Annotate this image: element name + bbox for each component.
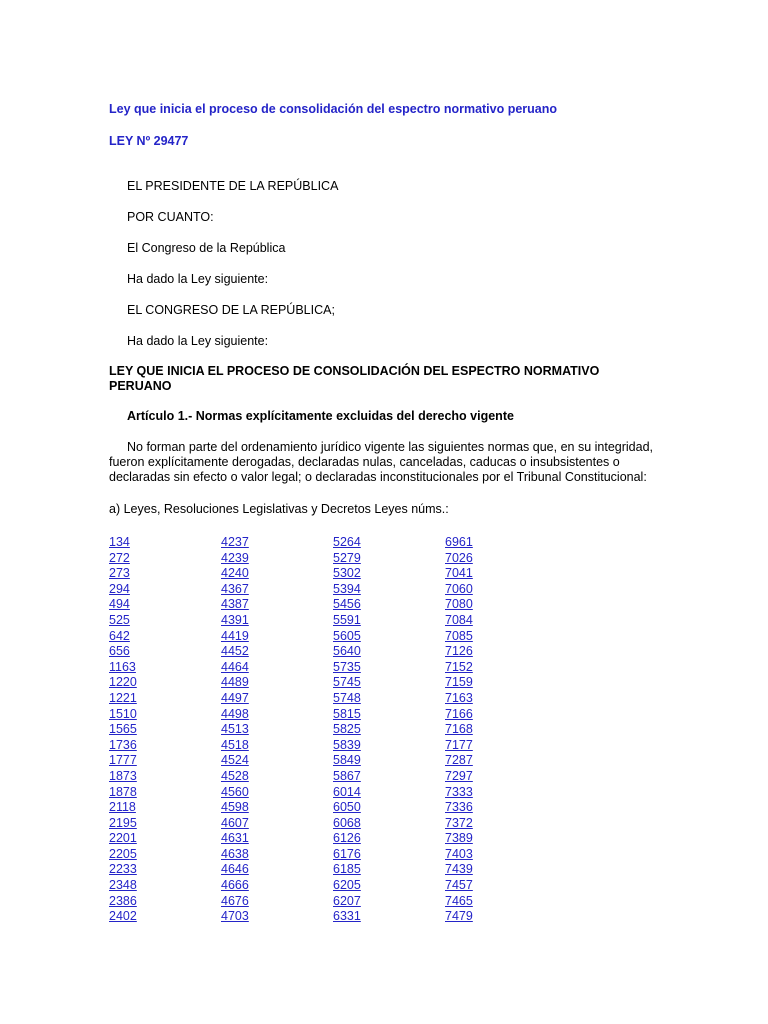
law-number-link[interactable]: 5605 [333,628,361,643]
law-number-link[interactable]: 7152 [445,659,473,674]
preamble-line: POR CUANTO: [127,210,214,224]
law-number-link[interactable]: 7333 [445,784,473,799]
law-number-link[interactable]: 7336 [445,800,473,815]
law-number-link[interactable]: 7465 [445,893,473,908]
preamble-line: EL PRESIDENTE DE LA REPÚBLICA [127,179,339,193]
law-number-link[interactable]: 6207 [333,893,361,908]
law-number-link[interactable]: 5735 [333,659,361,674]
law-number-link[interactable]: 4518 [221,737,249,752]
law-number-link[interactable]: 4598 [221,800,249,815]
law-number-link[interactable]: 642 [109,628,130,643]
law-number-link[interactable]: 2386 [109,893,137,908]
law-number-link[interactable]: 5279 [333,550,361,565]
law-number-link[interactable]: 6331 [333,909,361,924]
law-number-link[interactable]: 4638 [221,846,249,861]
law-number-link[interactable]: 6205 [333,878,361,893]
law-number-link[interactable]: 2201 [109,831,137,846]
law-number-link[interactable]: 4646 [221,862,249,877]
law-number-link[interactable]: 7084 [445,612,473,627]
law-number-link[interactable]: 4387 [221,597,249,612]
law-number-link[interactable]: 5748 [333,690,361,705]
law-number-link[interactable]: 7389 [445,831,473,846]
law-number-link[interactable]: 2205 [109,846,137,861]
law-number-link[interactable]: 7439 [445,862,473,877]
law-number-link[interactable]: 1221 [109,690,137,705]
law-number-link[interactable]: 4676 [221,893,249,908]
list-intro: a) Leyes, Resoluciones Legislativas y Decretos Leyes núms.: [109,502,449,516]
law-number-link[interactable]: 1220 [109,675,137,690]
law-number-link[interactable]: 1878 [109,784,137,799]
law-number-link[interactable]: 7041 [445,566,473,581]
law-number-link[interactable]: 2402 [109,909,137,924]
law-number: LEY Nº 29477 [109,134,189,148]
law-number-link[interactable]: 6014 [333,784,361,799]
law-number-link[interactable]: 5640 [333,644,361,659]
preamble-line: El Congreso de la República [127,241,286,255]
law-number-link[interactable]: 4452 [221,644,249,659]
law-number-link[interactable]: 272 [109,550,130,565]
law-number-link[interactable]: 5849 [333,753,361,768]
law-number-link[interactable]: 6068 [333,815,361,830]
law-number-grid [109,535,669,925]
law-number-link[interactable]: 4528 [221,768,249,783]
law-number-link[interactable]: 4498 [221,706,249,721]
law-number-link[interactable]: 4367 [221,581,249,596]
law-number-link[interactable]: 4703 [221,909,249,924]
law-number-link[interactable]: 4240 [221,566,249,581]
law-number-link[interactable]: 7177 [445,737,473,752]
law-number-link[interactable]: 5839 [333,737,361,752]
document-title: Ley que inicia el proceso de consolidación del espectro normativo peruano [109,102,558,116]
law-number-link[interactable]: 4666 [221,878,249,893]
law-number-link[interactable]: 5394 [333,581,361,596]
preamble-line: Ha dado la Ley siguiente: [127,272,269,286]
law-number-link[interactable]: 4560 [221,784,249,799]
law-number-link[interactable]: 4464 [221,659,249,674]
law-number-link[interactable]: 525 [109,612,130,627]
law-number-link[interactable]: 4391 [221,612,249,627]
law-number-link[interactable]: 494 [109,597,130,612]
law-number-link[interactable]: 4239 [221,550,249,565]
law-number-link[interactable]: 6961 [445,535,473,549]
law-number-link[interactable]: 7060 [445,581,473,596]
law-number-link[interactable]: 4631 [221,831,249,846]
law-number-link[interactable]: 5456 [333,597,361,612]
law-number-link[interactable]: 7372 [445,815,473,830]
law-number-link[interactable]: 273 [109,566,130,581]
law-number-link[interactable]: 4489 [221,675,249,690]
law-number-link[interactable]: 656 [109,644,130,659]
law-number-link[interactable]: 2233 [109,862,137,877]
law-heading: LEY QUE INICIA EL PROCESO DE CONSOLIDACIÓN DEL ESPECTRO NORMATIVO PERUANO [109,364,600,393]
law-number-link[interactable]: 1163 [109,659,136,674]
law-number-link[interactable]: 4497 [221,690,249,705]
law-number-link[interactable]: 7287 [445,753,473,768]
law-number-link[interactable]: 4419 [221,628,249,643]
law-number-link[interactable]: 1736 [109,737,137,752]
law-number-link[interactable]: 7168 [445,722,473,737]
law-number-link[interactable]: 7297 [445,768,473,783]
law-number-link[interactable]: 1565 [109,722,137,737]
preamble-line: Ha dado la Ley siguiente: [127,334,269,348]
law-number-link[interactable]: 4237 [221,535,249,549]
preamble-line: EL CONGRESO DE LA REPÚBLICA; [127,303,335,317]
law-number-link[interactable]: 5745 [333,675,361,690]
law-number-link[interactable]: 1873 [109,768,137,783]
law-number-link[interactable]: 2195 [109,815,137,830]
law-number-link[interactable]: 7403 [445,846,473,861]
law-number-link[interactable]: 4513 [221,722,249,737]
law-number-link[interactable]: 5825 [333,722,361,737]
law-number-link[interactable]: 1777 [109,753,137,768]
law-number-link[interactable]: 6176 [333,846,361,861]
law-number-link[interactable]: 7166 [445,706,473,721]
law-number-link[interactable]: 7126 [445,644,473,659]
law-number-link[interactable]: 6050 [333,800,361,815]
law-number-link[interactable]: 4524 [221,753,249,768]
law-number-link[interactable]: 7085 [445,628,473,643]
law-number-link[interactable]: 7479 [445,909,473,924]
law-number-link[interactable]: 2118 [109,800,136,815]
law-number-link[interactable]: 2348 [109,878,137,893]
law-number-link[interactable]: 7159 [445,675,473,690]
law-number-link[interactable]: 5815 [333,706,361,721]
law-number-link[interactable]: 1510 [109,706,137,721]
article-body: No forman parte del ordenamiento jurídico vigente las siguientes normas que, en su integridad, fueron explícitamente derogadas, declaradas nulas, canceladas, caducas o insubsistentes o declaradas sin efecto o valor legal; o declaradas inconstitucionales por el Tribunal Constitucional: [109,440,654,484]
law-number-link[interactable]: 5867 [333,768,361,783]
law-number-link[interactable]: 5591 [333,612,361,627]
law-number-link[interactable]: 134 [109,535,130,549]
law-number-link[interactable]: 5264 [333,535,361,549]
article-heading: Artículo 1.- Normas explícitamente excluidas del derecho vigente [127,409,514,423]
law-number-link[interactable]: 6126 [333,831,361,846]
law-number-link[interactable]: 4607 [221,815,249,830]
law-number-link[interactable]: 5302 [333,566,361,581]
law-number-link[interactable]: 7026 [445,550,473,565]
law-number-link[interactable]: 6185 [333,862,361,877]
law-number-link[interactable]: 7163 [445,690,473,705]
law-number-link[interactable]: 294 [109,581,130,596]
law-number-link[interactable]: 7457 [445,878,473,893]
law-number-link[interactable]: 7080 [445,597,473,612]
